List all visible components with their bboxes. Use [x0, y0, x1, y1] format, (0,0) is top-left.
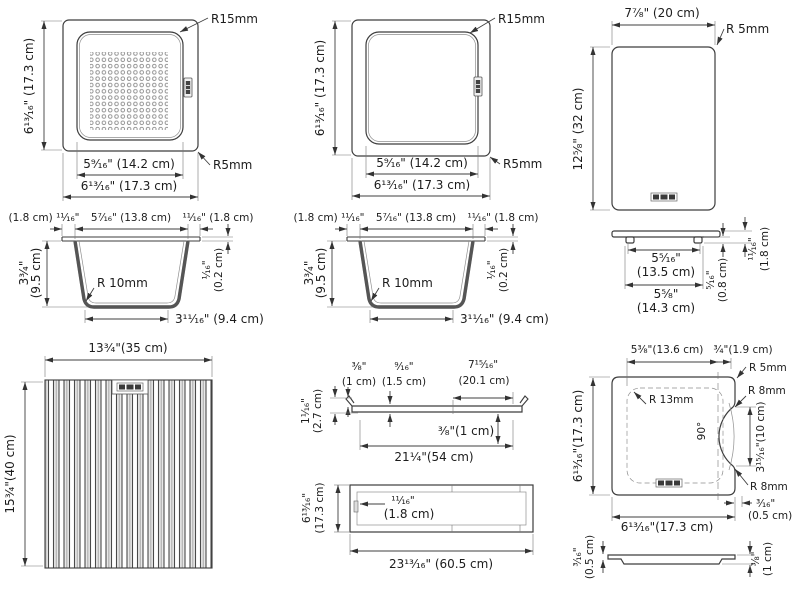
plate-width-inner-label: 5³⁄₈"(13.6 cm) — [630, 344, 704, 356]
dim-board-height — [332, 21, 351, 155]
plate-side-edge-in-label: ³⁄₁₆" — [572, 547, 584, 567]
plate-r5-label: R 5mm — [749, 362, 787, 374]
panel-square-board-top-view — [313, 12, 545, 200]
plate-scoop-counter-arc — [729, 403, 734, 470]
section1-lip-in-label: ¹⁄₁₆" — [201, 260, 213, 280]
drainer-rail-cm-label: (1.8 cm) — [383, 507, 435, 521]
drainer-hook-in-label: ³⁄₈" — [351, 361, 367, 373]
drainer-length-label: 23¹³⁄₁₆" (60.5 cm) — [388, 557, 494, 571]
dim-drainer-length — [350, 534, 533, 555]
drainer-total-label: 21¹⁄₄"(54 cm) — [394, 450, 474, 464]
section2-lip-in-label: ¹⁄₁₆" — [486, 260, 498, 280]
section1-r10-label: R 10mm — [97, 276, 148, 290]
section1-bottom-width-label: 3¹¹⁄₁₆" (9.4 cm) — [175, 312, 264, 326]
mat-ribs — [45, 380, 212, 568]
colander-r15-label: R15mm — [211, 12, 258, 26]
drainer-bar — [352, 406, 522, 412]
colander-outer-width-label: 6¹³⁄₁₆" (17.3 cm) — [80, 179, 178, 193]
foot-height-in-label: ⁵⁄₁₆" — [705, 270, 717, 290]
drainer-hook-right — [520, 396, 528, 406]
panel-board-side-view — [612, 217, 771, 315]
dim-drainer-width — [334, 485, 349, 532]
section2-depth-in-label: 3³⁄₄" — [302, 260, 316, 286]
panel-plate-side-view — [572, 535, 774, 579]
drainer-gap-label: ³⁄₈"(1 cm) — [437, 424, 495, 438]
plate-side-center-in-label: ³⁄₈" — [750, 551, 762, 567]
drainer-height-cm-label: (2.7 cm) — [312, 388, 324, 434]
plate-r8-top-label: R 8mm — [748, 385, 786, 397]
dim-plate-edge-offset — [724, 496, 752, 507]
section2-flange-right-label: ¹¹⁄₁₆" (1.8 cm) — [467, 212, 539, 224]
section2-bottom-width-label: 3¹¹⁄₁₆" (9.4 cm) — [460, 312, 549, 326]
leader-r5-b — [490, 157, 500, 164]
dim-panel-span — [453, 392, 513, 404]
section2-depth-cm-label: (9.5 cm) — [314, 247, 328, 299]
leader-plate-r5 — [737, 367, 746, 378]
section1-flange-right-label: ¹¹⁄₁₆" (1.8 cm) — [182, 212, 254, 224]
plate-r13-label: R 13mm — [649, 394, 694, 406]
board-foot-right — [694, 237, 702, 243]
leader-plate-r8-top — [735, 396, 746, 407]
total-height-in-label: ¹¹⁄₁₆" — [747, 237, 759, 261]
panel-drainer-side-view — [300, 359, 528, 464]
drainer-width-cm-label: (17.3 cm) — [314, 482, 326, 534]
board-latch — [474, 77, 482, 96]
feet-span-in-label: 5⁵⁄₁₆" — [651, 251, 681, 265]
section1-flange-left-label: (1.8 cm) ¹¹⁄₁₆" — [8, 212, 80, 224]
board-outer-width-label: 6¹³⁄₁₆" (17.3 cm) — [373, 178, 471, 192]
dim-plate-height — [589, 377, 610, 495]
outer-span-in-label: 5⁵⁄₈" — [653, 287, 679, 301]
drainer-hook-left — [346, 396, 354, 406]
panel-plate-top-view — [571, 344, 792, 534]
colander-inner-width-label: 5⁹⁄₁₆" (14.2 cm) — [83, 157, 175, 171]
dim-plate-width — [612, 497, 735, 521]
dim-rect-board-height — [590, 47, 610, 210]
mat-height-label: 15³⁄₄"(40 cm) — [3, 434, 17, 514]
plate-offset-top-label: ³⁄₄"(1.9 cm) — [713, 344, 773, 356]
plate-side-edge-cm-label: (0.5 cm) — [584, 534, 596, 580]
plate-scoop-height-label: 3¹⁵⁄₁₆"(10 cm) — [755, 401, 767, 473]
panel-roll-mat — [3, 341, 212, 568]
rect-board-height-label: 12⁵⁄₈" (32 cm) — [571, 87, 585, 171]
plate-angle-label: 90° — [696, 421, 708, 441]
board-height-label: 6¹³⁄₁₆" (17.3 cm) — [313, 39, 327, 137]
rect-board-r5-label: R 5mm — [726, 22, 770, 36]
feet-span-cm-label: (13.5 cm) — [636, 265, 696, 279]
plate-side-center-cm-label: (1 cm) — [762, 541, 774, 577]
panel-rect-board-top-view — [571, 6, 769, 210]
board-side-profile — [612, 231, 720, 237]
dim-plate-scoop-height — [736, 407, 756, 466]
leader-r5 — [198, 152, 210, 165]
section2-top-width-label: 5⁷⁄₁₆" (13.8 cm) — [375, 212, 457, 224]
brand-plate — [656, 479, 682, 487]
dim-mat-width — [45, 356, 212, 377]
section2-lip-cm-label: (0.2 cm) — [498, 247, 510, 293]
plate-height-label: 6¹³⁄₁₆"(17.3 cm) — [571, 389, 585, 483]
drainer-slider-mark — [354, 501, 358, 512]
board-inner-width-label: 5⁹⁄₁₆" (14.2 cm) — [376, 156, 468, 170]
section1-depth-in-label: 3³⁄₄" — [17, 260, 31, 286]
brand-plate — [117, 383, 143, 391]
drainer-width-in-label: 6¹³⁄₁₆" — [301, 492, 313, 524]
mat-width-label: 13³⁄₄"(35 cm) — [88, 341, 168, 355]
section1-top-width-label: 5⁷⁄₁₆" (13.8 cm) — [90, 212, 172, 224]
colander-latch — [184, 78, 192, 97]
drainer-lip-in-label: ⁹⁄₁₆" — [394, 361, 414, 373]
panel-drainer-top-view — [301, 483, 533, 571]
foot-height-cm-label: (0.8 cm) — [717, 257, 729, 303]
plate-edge-in-label: ³⁄₁₆" — [756, 498, 776, 510]
section1-lip-cm-label: (0.2 cm) — [213, 247, 225, 293]
drainer-panel-in-label: 7¹⁵⁄₁₆" — [467, 359, 499, 371]
outer-span-cm-label: (14.3 cm) — [636, 301, 696, 315]
board-r15-label: R15mm — [498, 12, 545, 26]
section2-flange-left-label: (1.8 cm) ¹¹⁄₁₆" — [293, 212, 365, 224]
plate-r8-bottom-label: R 8mm — [750, 481, 788, 493]
colander-height-label: 6¹³⁄₁₆" (17.3 cm) — [22, 37, 36, 135]
dim-mat-height — [21, 382, 43, 566]
plate-side-profile — [608, 555, 735, 564]
brand-plate — [651, 193, 677, 201]
drainer-height-in-label: 1¹⁄₁₆" — [300, 398, 312, 424]
leader-r5-c — [717, 29, 724, 45]
drainer-rail-in-label: ¹¹⁄₁₆" — [391, 495, 415, 507]
total-height-cm-label: (1.8 cm) — [759, 226, 771, 272]
board-r5-label: R5mm — [503, 157, 543, 171]
dim-colander-height — [41, 21, 62, 150]
drainer-panel-cm-label: (20.1 cm) — [458, 375, 510, 387]
rect-board-outline — [612, 47, 715, 210]
section1-depth-cm-label: (9.5 cm) — [29, 247, 43, 299]
section2-r10-label: R 10mm — [382, 276, 433, 290]
perforation-grid — [90, 52, 168, 130]
drainer-lip-cm-label: (1.5 cm) — [381, 376, 427, 388]
board-foot-left — [626, 237, 634, 243]
colander-r5-label: R5mm — [213, 158, 253, 172]
panel-colander-top-view — [22, 12, 258, 201]
drainer-hook-cm-label: (1 cm) — [341, 376, 377, 388]
dim-rect-board-width — [612, 21, 715, 45]
leader-plate-r8-bottom — [735, 469, 748, 485]
plate-edge-cm-label: (0.5 cm) — [748, 510, 793, 522]
board-inner-rim — [366, 32, 478, 144]
rect-board-width-label: 7⁷⁄₈" (20 cm) — [624, 6, 700, 20]
plate-width-label: 6¹³⁄₁₆"(17.3 cm) — [620, 520, 714, 534]
